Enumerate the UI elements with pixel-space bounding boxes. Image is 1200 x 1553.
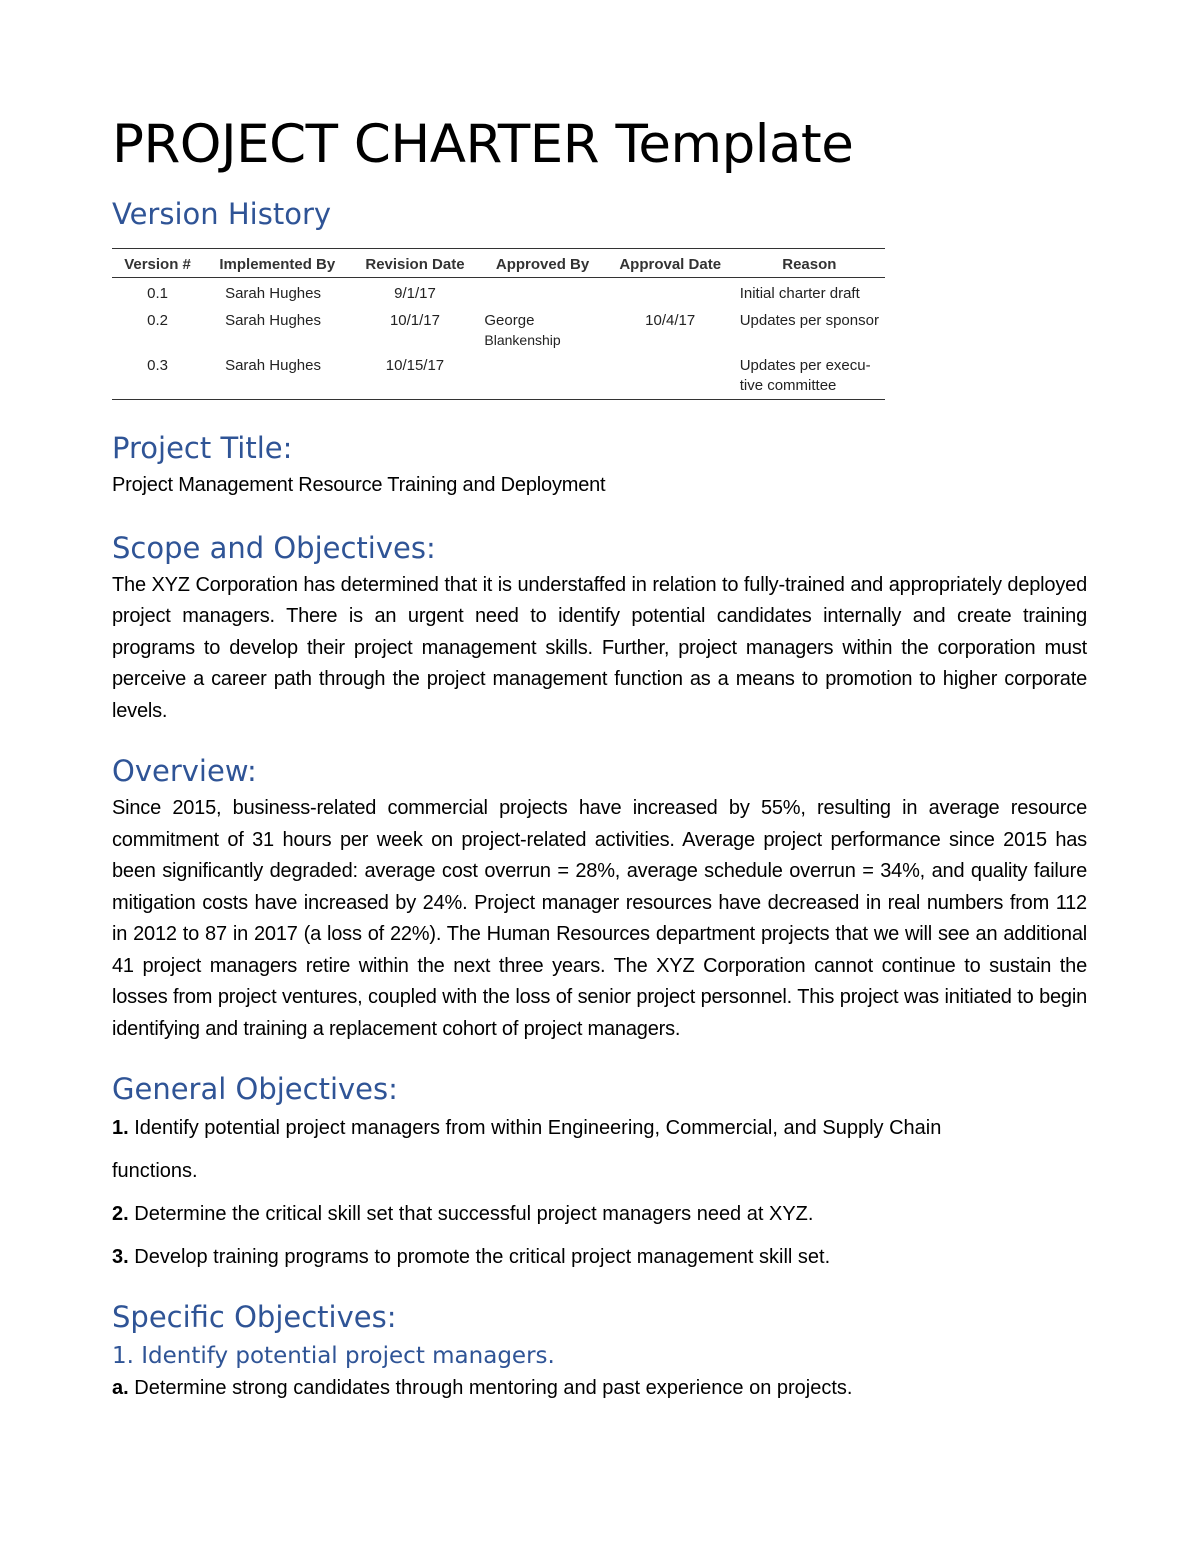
general-objectives-list (112, 1113, 1087, 1273)
list-item-continuation: functions. (112, 1160, 198, 1182)
version-cell: 0.3 (112, 352, 203, 400)
reason-line: tive committee (739, 377, 837, 394)
column-header: Revision Date (352, 249, 479, 278)
approved-by-line: George (484, 312, 535, 329)
reason-cell: Updates per sponsor (739, 312, 879, 329)
list-text: Determine strong candidates through mentoring and past experience on projects. (134, 1377, 853, 1399)
overview-paragraph: Since 2015, business-related commercial projects have increased by 55%, resulting in average resource commitment of 31 hours per week on project-related activities. Average project performance since 2015 has been significantly degraded: average cost overrun = 28%, average schedule overrun = 34%, and quality failure mitigation costs have increased by 24%. Project manager resources have decreased in real numbers from 112 in 2012 to 87 in 2017 (a loss of 22%). The Human Resources department projects that we will see an additional 41 project managers retire within the next three years. The XYZ Corporation cannot continue to sustain the losses from project ventures, coupled with the loss of senior project personnel. This project was initiated to begin identifying and training a replacement cohort of project managers. (112, 797, 1087, 1040)
list-number: 2. (112, 1203, 129, 1225)
list-item (112, 1373, 1087, 1404)
implemented-by-cell: Sarah Hughes (203, 352, 351, 400)
column-header: Version # (112, 249, 203, 278)
revision-date-cell: 9/1/17 (394, 285, 436, 302)
document-page (112, 112, 1087, 1404)
table-row (112, 352, 885, 400)
table-header-row (112, 249, 885, 278)
project-title-heading: Project Title: (112, 431, 293, 465)
table-row (112, 307, 885, 352)
version-history-heading: Version History (112, 197, 332, 231)
implemented-by-cell: Sarah Hughes (225, 285, 321, 302)
approved-by-cell (478, 307, 606, 352)
approval-date-cell (607, 352, 734, 400)
list-text: Identify potential project managers from within Engineering, Commercial, and Supply Chain (134, 1117, 942, 1139)
column-header: Implemented By (203, 249, 351, 278)
reason-line: Updates per execu- (739, 357, 871, 374)
document-title: PROJECT CHARTER Template (112, 114, 854, 175)
column-header: Reason (734, 249, 885, 278)
list-item (112, 1199, 1087, 1230)
column-header: Approved By (478, 249, 606, 278)
specific-objectives-heading: Specific Objectives: (112, 1300, 397, 1334)
revision-date-cell: 10/15/17 (352, 352, 479, 400)
version-cell: 0.1 (147, 285, 168, 302)
project-title-text: Project Management Resource Training and Deployment (112, 474, 606, 496)
version-history-table (112, 248, 885, 400)
approved-by-line: Blankenship (484, 332, 561, 348)
list-number: a. (112, 1377, 129, 1399)
revision-date-cell: 10/1/17 (389, 312, 440, 329)
approved-by-cell (478, 278, 606, 308)
approval-date-cell (607, 278, 734, 308)
approval-date-cell: 10/4/17 (645, 312, 696, 329)
reason-cell (734, 352, 885, 400)
list-item (112, 1113, 1087, 1144)
table-row (112, 278, 885, 308)
general-objectives-heading: General Objectives: (112, 1072, 398, 1106)
list-number: 3. (112, 1246, 129, 1268)
list-number: 1. (112, 1117, 129, 1139)
specific-objective-subheading: 1. Identify potential project managers. (112, 1343, 555, 1369)
reason-cell: Initial charter draft (739, 285, 860, 302)
scope-paragraph: The XYZ Corporation has determined that it is understaffed in relation to fully-trained and appropriately deployed project managers. There is an urgent need to identify potential candidates internally and create training programs to develop their project management skills. Further, project managers within the corporation must perceive a career path through the project management function as a means to promotion to higher corporate levels. (112, 573, 1087, 722)
list-text: Develop training programs to promote the critical project management skill set. (134, 1246, 831, 1268)
list-item (112, 1242, 1087, 1273)
approved-by-cell (478, 352, 606, 400)
version-cell: 0.2 (147, 312, 168, 329)
overview-heading: Overview: (112, 754, 257, 788)
list-text: Determine the critical skill set that successful project managers need at XYZ. (134, 1203, 814, 1225)
column-header: Approval Date (607, 249, 734, 278)
scope-heading: Scope and Objectives: (112, 530, 436, 565)
implemented-by-cell: Sarah Hughes (225, 312, 321, 329)
